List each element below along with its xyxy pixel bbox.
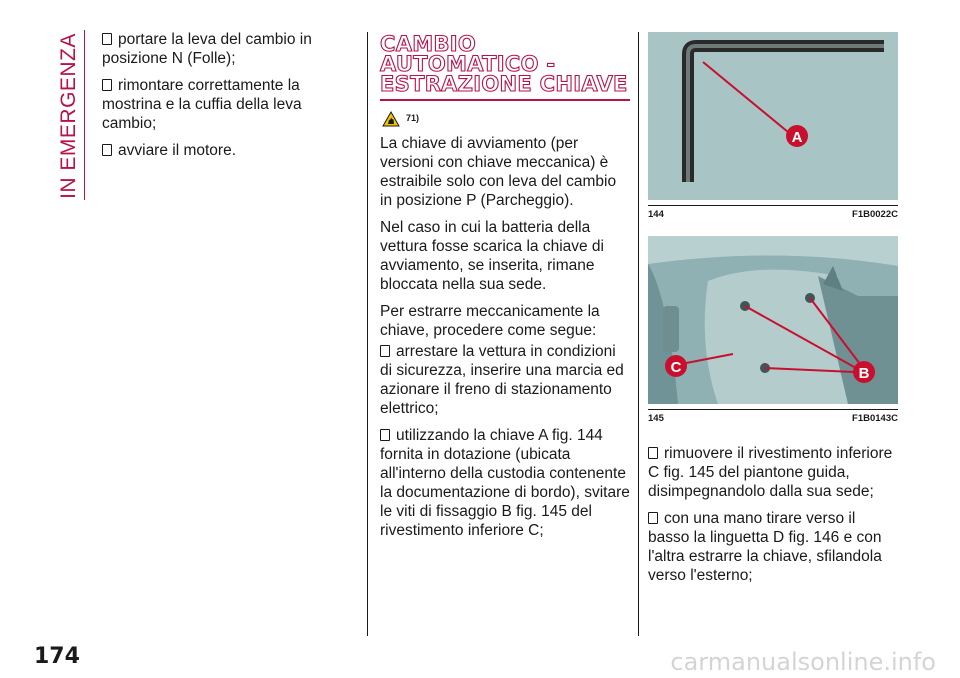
paragraph: La chiave di avviamento (per versioni con chiave meccanica) è estraibile solo con leva del cambio in posizione P (Parcheggio). bbox=[380, 135, 617, 209]
warning-ref: 71) bbox=[406, 113, 420, 123]
paragraph: Nel caso in cui la batteria della vettura fosse scarica la chiave di avviamento, se inserita, rimane bloccata nella sua sede. bbox=[380, 219, 604, 293]
checkbox-bullet-icon bbox=[380, 345, 390, 357]
key-tool-illustration bbox=[648, 32, 898, 200]
section-tab-rule bbox=[84, 30, 85, 200]
section-tab-label: IN EMERGENZA bbox=[57, 33, 81, 199]
bullet-item: arrestare la vettura in condizioni di sicurezza, inserire una marcia ed azionare il freno di stazionamento elettrico; bbox=[380, 343, 624, 417]
figure-caption bbox=[648, 205, 898, 220]
bullet-item: rimuovere il rivestimento inferiore C fig. 145 del piantone guida, disimpegnandolo dalla sua sede; bbox=[648, 445, 893, 500]
column-divider-1 bbox=[367, 32, 368, 636]
column-1 bbox=[102, 30, 352, 168]
bullet-item: con una mano tirare verso il basso la linguetta D fig. 146 e con l'altra estrarre la chiave, sfilandola verso l'esterno; bbox=[648, 510, 882, 584]
fig145-label-b: B bbox=[858, 365, 870, 382]
bullet-item: avviare il motore. bbox=[102, 141, 352, 160]
section-tab bbox=[58, 32, 80, 200]
bullet-item: portare la leva del cambio in posizione N (Folle); bbox=[102, 31, 312, 67]
figure-145 bbox=[648, 236, 898, 424]
bullet-item: rimontare correttamente la mostrina e la cuffia della leva cambio; bbox=[102, 77, 302, 132]
checkbox-bullet-icon bbox=[102, 33, 112, 45]
column-2 bbox=[380, 30, 630, 548]
page-number: 174 bbox=[34, 644, 80, 669]
checkbox-bullet-icon bbox=[380, 429, 390, 441]
fig144-label-a: A bbox=[791, 129, 803, 146]
steering-column-illustration bbox=[648, 236, 898, 404]
bullet-item: utilizzando la chiave A fig. 144 fornita in dotazione (ubicata all'interno della custodia contenente la documentazione di bordo), svitare le viti di fissaggio B fig. 145 del rivestimento inferiore C; bbox=[380, 427, 630, 539]
paragraph: Per estrarre meccanicamente la chiave, procedere come segue: bbox=[380, 303, 600, 339]
warning-hand-icon bbox=[382, 111, 400, 127]
column-3 bbox=[648, 444, 900, 593]
checkbox-bullet-icon bbox=[102, 144, 112, 156]
figure-code: F1B0143C bbox=[852, 413, 898, 424]
checkbox-bullet-icon bbox=[102, 79, 112, 91]
figure-144 bbox=[648, 32, 898, 220]
section-title: CAMBIO AUTOMATICO - ESTRAZIONE CHIAVE bbox=[380, 34, 630, 101]
figure-code: F1B0022C bbox=[852, 209, 898, 220]
fig145-label-c: C bbox=[670, 359, 682, 376]
figure-caption bbox=[648, 409, 898, 424]
column-divider-2 bbox=[638, 32, 639, 636]
checkbox-bullet-icon bbox=[648, 447, 658, 459]
figure-number: 144 bbox=[648, 209, 664, 220]
figure-number: 145 bbox=[648, 413, 664, 424]
checkbox-bullet-icon bbox=[648, 512, 658, 524]
warning-note bbox=[382, 109, 630, 128]
footer-watermark: carmanualsonline.info bbox=[670, 648, 936, 676]
